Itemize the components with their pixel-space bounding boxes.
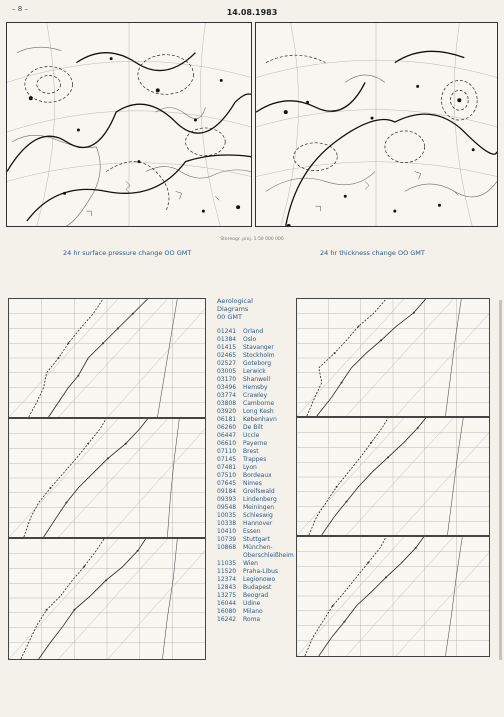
station-row: [217, 488, 295, 496]
station-name: Bordeaux: [243, 472, 272, 479]
station-row: [217, 472, 295, 480]
projection-note: Stereogr. proj. 1:50 000 000: [220, 237, 284, 242]
station-row: [217, 416, 295, 424]
station-code: 10338: [217, 520, 237, 527]
station-code: 01241: [217, 328, 237, 335]
aerological-diagram-panel: [8, 418, 206, 538]
station-code: 07481: [217, 464, 237, 471]
aerological-diagram-panel: [296, 298, 490, 417]
station-name: Praha-Libus: [243, 568, 279, 575]
station-name: Uccle: [243, 432, 260, 439]
station-code: 03170: [217, 376, 237, 383]
aerological-time: 00 GMT: [217, 313, 242, 321]
station-row: [217, 504, 295, 512]
station-row: [217, 496, 295, 504]
station-row: [217, 600, 295, 608]
station-row: [217, 432, 295, 440]
aerological-diagrams-right: [296, 298, 490, 657]
station-code: 11035: [217, 560, 237, 567]
station-row: [217, 456, 295, 464]
station-code: 10410: [217, 528, 237, 535]
page-number: – 8 –: [12, 5, 28, 13]
station-name: Lerwick: [243, 368, 266, 375]
station-row: [217, 408, 295, 416]
station-code: 16080: [217, 608, 237, 615]
station-name: Lindenberg: [243, 496, 277, 503]
station-row: [217, 352, 295, 360]
station-code: 01415: [217, 344, 237, 351]
station-row: [217, 576, 295, 584]
station-row: [217, 344, 295, 352]
station-name: Oslo: [243, 336, 257, 343]
page-edge-tab: [499, 300, 502, 660]
station-row: [217, 424, 295, 432]
station-code: 06447: [217, 432, 237, 439]
station-code: 03774: [217, 392, 237, 399]
station-code: 13275: [217, 592, 237, 599]
station-name: Orland: [243, 328, 264, 335]
station-name: Hannover: [243, 520, 273, 527]
aerological-title: Aerological: [217, 297, 253, 305]
station-row: [217, 512, 295, 520]
aerological-diagram-panel: [8, 298, 206, 418]
station-row: [217, 568, 295, 576]
station-row: [217, 608, 295, 616]
aerological-diagram-panel: [296, 417, 490, 536]
station-code: 16044: [217, 600, 237, 607]
station-row: [217, 448, 295, 456]
station-row: [217, 392, 295, 400]
station-name: Crawley: [243, 392, 268, 399]
station-code: 10868: [217, 544, 237, 551]
station-row: [217, 376, 295, 384]
station-name: Brest: [243, 448, 259, 455]
station-name: Roma: [243, 616, 261, 623]
aerological-diagram-panel: [8, 538, 206, 660]
station-row: [217, 584, 295, 592]
left-map-caption: 24 hr surface pressure change OO GMT: [63, 249, 192, 257]
station-name: Schleswig: [243, 512, 273, 519]
station-name: Lyon: [243, 464, 257, 471]
station-code: 09393: [217, 496, 237, 503]
station-row: [217, 536, 295, 544]
station-name: Trappes: [243, 456, 267, 463]
station-code: 12374: [217, 576, 237, 583]
station-name: Budapest: [243, 584, 272, 591]
station-name: Shanwell: [243, 376, 271, 383]
station-row: [217, 400, 295, 408]
station-name: Udine: [243, 600, 261, 607]
station-name: Stavanger: [243, 344, 274, 351]
station-name: De Bilt: [243, 424, 264, 431]
aerological-diagrams-left: [8, 298, 206, 660]
station-code: 06610: [217, 440, 237, 447]
station-row: [217, 328, 295, 336]
station-name: Milano: [243, 608, 263, 615]
station-name: Nimes: [243, 480, 262, 487]
station-code: 06260: [217, 424, 237, 431]
station-row: [217, 552, 295, 560]
station-row: [217, 464, 295, 472]
station-name: Wien: [243, 560, 258, 567]
station-code: 12843: [217, 584, 237, 591]
station-code: 02527: [217, 360, 237, 367]
station-code: 09184: [217, 488, 237, 495]
station-name: Camborne: [243, 400, 275, 407]
station-name: Stockholm: [243, 352, 275, 359]
station-row: [217, 528, 295, 536]
station-row: [217, 384, 295, 392]
station-row: [217, 360, 295, 368]
station-code: 07510: [217, 472, 237, 479]
station-row: [217, 616, 295, 624]
station-code: 16242: [217, 616, 237, 623]
aerological-diagram-panel: [296, 536, 490, 657]
station-name: München-: [243, 544, 273, 551]
station-name: Legionowo: [243, 576, 276, 583]
station-name: Oberschleißheim: [243, 552, 294, 559]
station-name: Stuttgart: [243, 536, 270, 543]
station-code: 07645: [217, 480, 237, 487]
station-code: 02465: [217, 352, 237, 359]
thickness-change-map: [255, 22, 498, 227]
station-code: 10739: [217, 536, 237, 543]
surface-pressure-change-map: [6, 22, 252, 227]
station-row: [217, 440, 295, 448]
station-code: 01384: [217, 336, 237, 343]
station-code: 07110: [217, 448, 237, 455]
station-row: [217, 520, 295, 528]
aerological-subtitle: Diagrams: [217, 305, 249, 313]
station-code: 09548: [217, 504, 237, 511]
station-code: 07145: [217, 456, 237, 463]
station-row: [217, 480, 295, 488]
aerological-station-list: [217, 297, 295, 624]
station-code: 03920: [217, 408, 237, 415]
station-row: [217, 560, 295, 568]
station-code: 11520: [217, 568, 237, 575]
station-code: 03808: [217, 400, 237, 407]
station-name: Hemsby: [243, 384, 268, 391]
station-name: Meiningen: [243, 504, 275, 511]
station-name: København: [243, 416, 277, 423]
page-date: 14.08.1983: [226, 8, 278, 17]
station-code: 03005: [217, 368, 237, 375]
station-row: [217, 544, 295, 552]
station-name: Goteborg: [243, 360, 272, 367]
station-code: 10035: [217, 512, 237, 519]
station-list: [217, 328, 295, 624]
right-map-caption: 24 hr thickness change OO GMT: [320, 249, 425, 257]
station-code: 03496: [217, 384, 237, 391]
station-name: Greifswald: [243, 488, 275, 495]
station-row: [217, 368, 295, 376]
station-row: [217, 592, 295, 600]
station-code: 06181: [217, 416, 237, 423]
station-code: [217, 552, 243, 560]
station-name: Long Kesh: [243, 408, 274, 415]
station-name: Payerne: [243, 440, 268, 447]
station-name: Essen: [243, 528, 261, 535]
station-row: [217, 336, 295, 344]
station-name: Beograd: [243, 592, 269, 599]
